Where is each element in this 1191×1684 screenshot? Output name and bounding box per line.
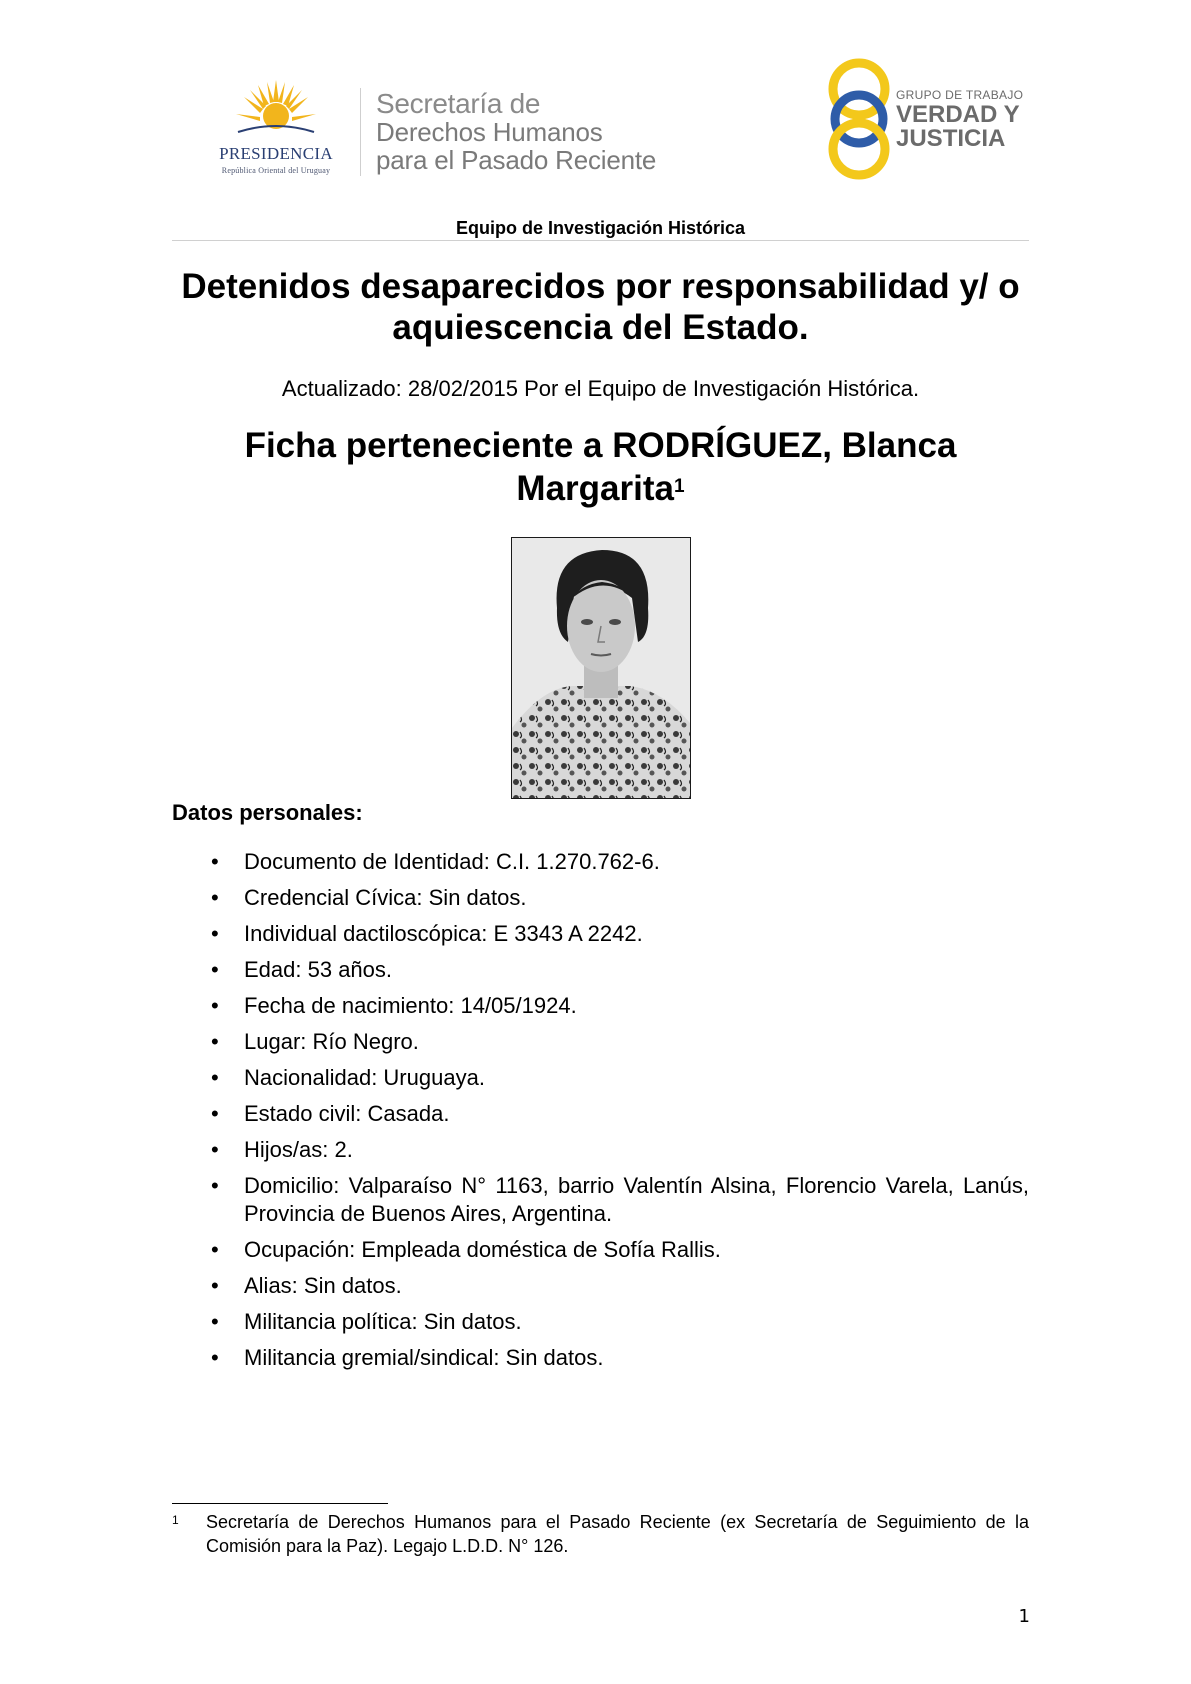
portrait-illustration — [512, 538, 690, 798]
secretaria-line-2: Derechos Humanos — [376, 117, 603, 147]
verdad-justicia-logo — [824, 56, 1034, 182]
list-item — [172, 1172, 1029, 1228]
footnote-text: Secretaría de Derechos Humanos para el Pasado Reciente (ex Secretaría de Seguimiento de la Comisión para la Paz). Legajo L.D.D. N° 126. — [206, 1512, 1029, 1556]
list-item — [172, 956, 1029, 984]
linked-rings-icon — [824, 56, 894, 182]
list-item — [172, 848, 1029, 876]
list-item — [172, 884, 1029, 912]
list-item — [172, 992, 1029, 1020]
list-item-text: Nacionalidad: Uruguaya. — [244, 1065, 485, 1090]
bullet-icon: • — [211, 849, 219, 874]
personal-data-heading: Datos personales: — [172, 800, 363, 825]
list-item — [172, 1272, 1029, 1300]
bullet-icon: • — [211, 921, 219, 946]
vyj-line-3: JUSTICIA — [896, 125, 1006, 152]
footnote-separator — [172, 1503, 388, 1504]
bullet-icon: • — [211, 993, 219, 1018]
list-item-text: Estado civil: Casada. — [244, 1101, 450, 1126]
secretaria-line-1: Secretaría de — [376, 88, 541, 119]
bullet-icon: • — [211, 885, 219, 910]
list-item-text: Domicilio: Valparaíso N° 1163, barrio Valentín Alsina, Florencio Varela, Lanús, Provincia de Buenos Aires, Argentina. — [244, 1173, 1029, 1226]
presidencia-logo — [198, 80, 354, 180]
presidencia-subtitle: República Oriental del Uruguay — [221, 166, 331, 175]
list-item — [172, 920, 1029, 948]
bullet-icon: • — [211, 1273, 219, 1298]
list-item — [172, 1236, 1029, 1264]
subject-heading — [172, 424, 1029, 516]
footnote — [172, 1510, 1029, 1558]
personal-data-list — [172, 848, 1029, 1380]
list-item-text: Alias: Sin datos. — [244, 1273, 402, 1298]
subject-text: Ficha perteneciente a RODRÍGUEZ, Blanca Margarita — [244, 426, 957, 508]
list-item — [172, 1064, 1029, 1092]
logo-divider — [360, 88, 361, 176]
team-header: Equipo de Investigación Histórica — [455, 218, 746, 238]
sun-emblem-icon — [236, 80, 316, 140]
list-item-text: Credencial Cívica: Sin datos. — [244, 885, 527, 910]
footnote-ref: 1 — [673, 476, 685, 497]
bullet-icon: • — [211, 1173, 219, 1198]
bullet-icon: • — [211, 957, 219, 982]
bullet-icon: • — [211, 1345, 219, 1370]
list-item-text: Lugar: Río Negro. — [244, 1029, 419, 1054]
bullet-icon: • — [211, 1309, 219, 1334]
secretaria-line-3: para el Pasado Reciente — [376, 145, 657, 175]
updated-line: Actualizado: 28/02/2015 Por el Equipo de Investigación Histórica. — [281, 376, 920, 401]
bullet-icon: • — [211, 1137, 219, 1162]
list-item — [172, 1028, 1029, 1056]
list-item-text: Individual dactiloscópica: E 3343 A 2242. — [244, 921, 643, 946]
list-item-text: Edad: 53 años. — [244, 957, 393, 982]
list-item-text: Militancia gremial/sindical: Sin datos. — [244, 1345, 604, 1370]
portrait-photo — [511, 537, 691, 799]
presidencia-wordmark: PRESIDENCIA — [219, 144, 333, 163]
bullet-icon: • — [211, 1029, 219, 1054]
list-item-text: Hijos/as: 2. — [244, 1137, 353, 1162]
document-title: Detenidos desaparecidos por responsabilidad y/ o aquiescencia del Estado. — [181, 267, 1020, 347]
secretaria-logo-text — [376, 90, 656, 174]
list-item — [172, 1100, 1029, 1128]
bullet-icon: • — [211, 1237, 219, 1262]
list-item-text: Fecha de nacimiento: 14/05/1924. — [244, 993, 577, 1018]
page-number: 1 — [1018, 1606, 1030, 1627]
vyj-line-2: VERDAD Y — [896, 101, 1020, 128]
list-item-text: Ocupación: Empleada doméstica de Sofía Rallis. — [244, 1237, 721, 1262]
list-item — [172, 1308, 1029, 1336]
bullet-icon: • — [211, 1101, 219, 1126]
header-rule — [172, 240, 1029, 241]
list-item-text: Militancia política: Sin datos. — [244, 1309, 522, 1334]
bullet-icon: • — [211, 1065, 219, 1090]
list-item — [172, 1136, 1029, 1164]
list-item-text: Documento de Identidad: C.I. 1.270.762-6. — [244, 849, 660, 874]
vyj-line-1: GRUPO DE TRABAJO — [896, 88, 1024, 102]
list-item — [172, 1344, 1029, 1372]
footnote-number: 1 — [172, 1513, 179, 1527]
